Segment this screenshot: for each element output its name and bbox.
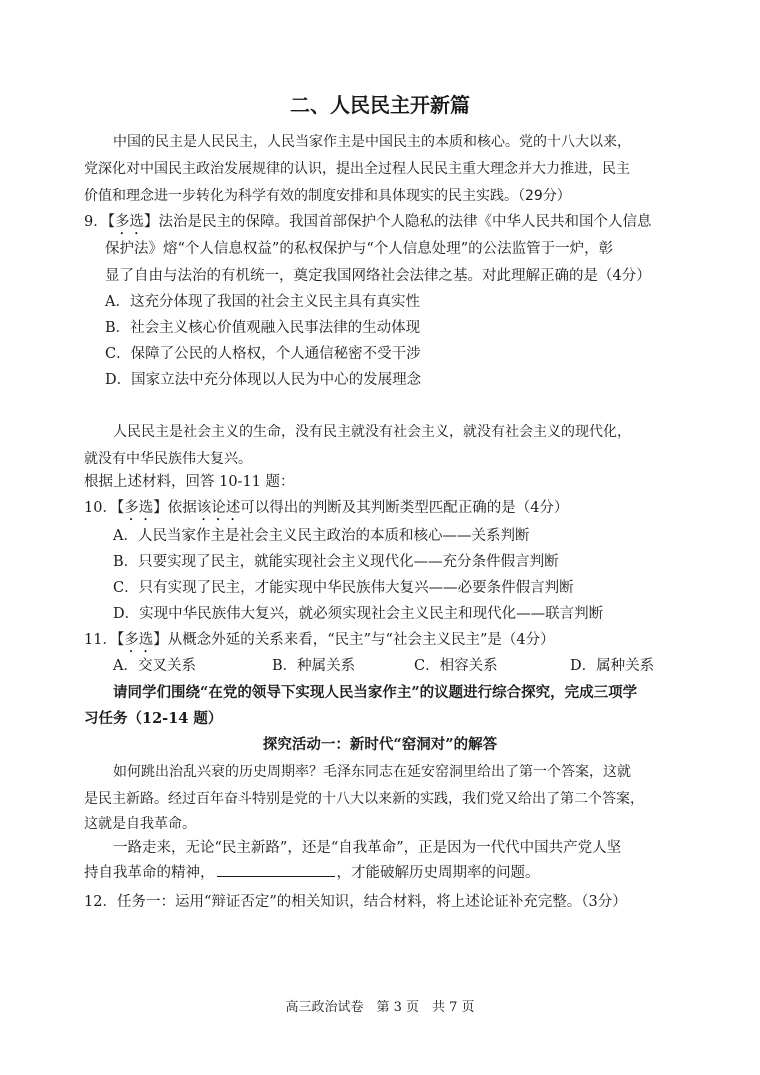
intro-line: 党深化对中国民主政治发展规律的认识，提出全过程人民民主重大理念并大力推进，民主	[84, 161, 630, 177]
option-c: C．相容关系	[414, 658, 498, 674]
multi-choice-tag: 多选	[124, 500, 154, 516]
activity-title: 探究活动一：新时代“窑洞对”的解答	[262, 736, 498, 753]
fill-in-blank[interactable]	[217, 862, 335, 877]
argument-text: 持自我革命的精神，	[84, 865, 215, 881]
activity-line: 如何跳出治乱兴衰的历史周期率？毛泽东同志在延安窑洞里给出了第一个答案，这就	[113, 764, 631, 780]
argument-text: ，才能破解历史周期率的问题。	[336, 865, 540, 881]
question-11-stem	[84, 630, 555, 656]
tag-bracket: 【	[107, 214, 115, 230]
option-c: C．只有实现了民主，才能实现中华民族伟大复兴——必要条件假言判断	[113, 580, 574, 596]
question-12: 12．任务一：运用“辩证否定”的相关知识，结合材料，将上述论证补充完整。（3分）	[84, 894, 627, 910]
question-9-stem-line: 保护法》熔“个人信息权益”的私权保护与“个人信息处理”的公法监管于一炉，彰	[105, 241, 614, 257]
material-line: 人民民主是社会主义的生命，没有民主就没有社会主义，就没有社会主义的现代化，	[113, 424, 631, 440]
option-b: B．只要实现了民主，就能实现社会主义现代化——充分条件假言判断	[113, 554, 559, 570]
material-line: 就没有中华民族伟大复兴。	[84, 451, 252, 467]
intro-line: 价值和理念进一步转化为科学有效的制度安排和具体现实的民主实践。（29分）	[84, 188, 571, 204]
answer-hint: 根据上述材料，回答 10-11 题：	[84, 474, 295, 490]
option-b: B．社会主义核心价值观融入民事法律的生动体现	[105, 320, 421, 336]
stem-text: 依据	[167, 500, 197, 516]
question-number: 9．	[84, 214, 108, 230]
task-intro-line: 请同学们围绕“在党的领导下实现人民当家作主”的议题进行综合探究，完成三项学	[113, 684, 638, 701]
stem-text: 法治是民主的保障。我国首部保护个人隐私的法律《中华人民共和国个人信息	[158, 214, 652, 230]
question-10-stem	[84, 498, 568, 524]
intro-line: 中国的民主是人民民主，人民当家作主是中国民主的本质和核心。党的十八大以来，	[113, 134, 631, 150]
multi-choice-tag: 多选	[124, 632, 154, 648]
tag-bracket: 】	[153, 632, 168, 648]
option-a: A．人民当家作主是社会主义民主政治的本质和核心——关系判断	[113, 528, 530, 544]
activity-line: 是民主新路。经过百年奋斗特别是党的十八大以来新的实践，我们党又给出了第二个答案，	[84, 791, 644, 807]
option-d: D．属种关系	[570, 658, 655, 674]
option-b: B．种属关系	[272, 658, 356, 674]
option-d: D．国家立法中充分体现以人民为中心的发展理念	[105, 372, 422, 388]
option-d: D．实现中华民族伟大复兴，就必须实现社会主义民主和现代化——联言判断	[113, 606, 604, 622]
task-intro-line: 习任务（12-14 题）	[84, 710, 223, 727]
option-c: C．保障了公民的人格权，个人通信秘密不受干涉	[105, 346, 421, 362]
question-9-stem	[84, 212, 651, 238]
tag-bracket: 】	[153, 500, 168, 516]
question-number: 11．	[84, 632, 117, 648]
tag-bracket: 】	[143, 214, 159, 230]
question-9-stem-line: 显了自由与法治的有机统一，奠定我国网络社会法律之基。对此理解正确的是（4分）	[105, 268, 651, 284]
stem-text: 从概念外延的关系来看，“民主”与“社会主义民主”是（4分）	[167, 632, 555, 648]
multi-choice-tag: 多选	[114, 214, 144, 230]
option-a: A．交叉关系	[113, 658, 196, 674]
stem-text: 可以得出的判断及其判断类型匹配正确的是（4分）	[240, 500, 569, 516]
section-title: 二、人民民主开新篇	[290, 93, 470, 117]
argument-line: 一路走来，无论“民主新路”，还是“自我革命”，正是因为一代代中国共产党人坚	[113, 840, 622, 856]
question-number: 10．	[84, 500, 117, 516]
page-footer: 高三政治试卷 第 3 页 共 7 页	[285, 1000, 475, 1015]
tag-bracket: 【	[116, 500, 125, 516]
activity-line: 这就是自我革命。	[84, 816, 196, 832]
emphasized-text: 该论述	[196, 500, 241, 516]
option-a: A．这充分体现了我国的社会主义民主具有真实性	[105, 294, 420, 310]
tag-bracket: 【	[116, 632, 125, 648]
argument-line	[84, 862, 540, 883]
